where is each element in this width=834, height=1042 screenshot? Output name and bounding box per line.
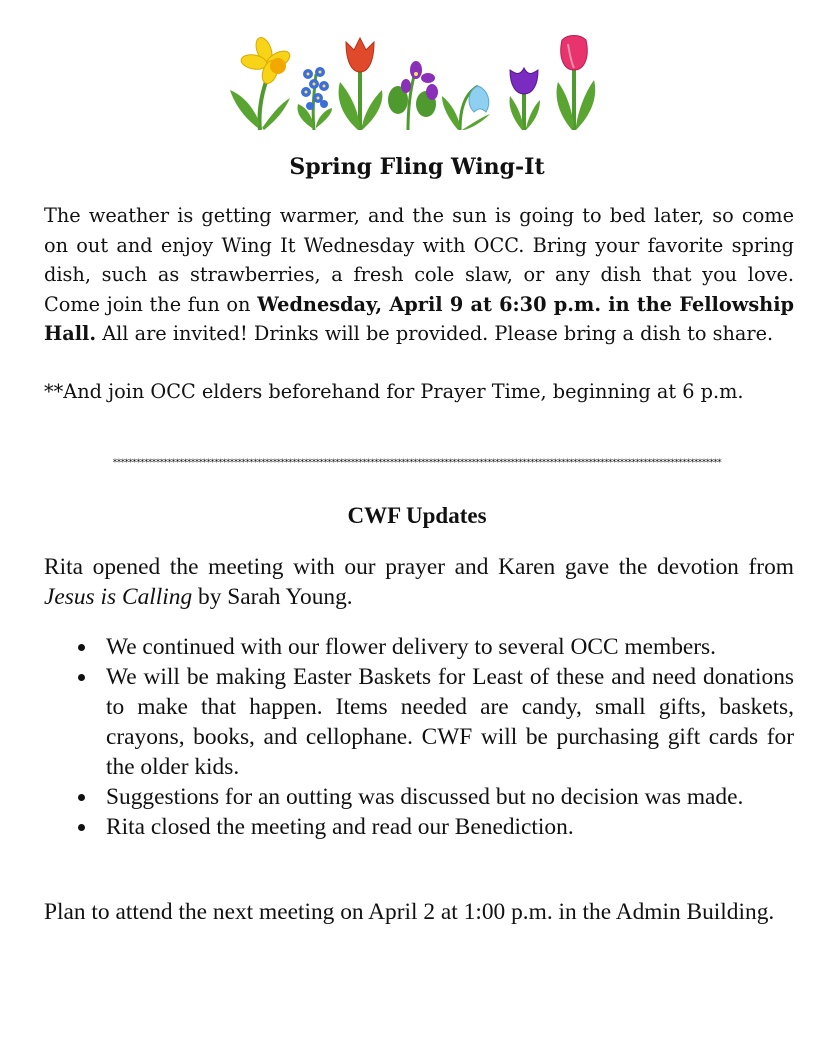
prayer-time-note: **And join OCC elders beforehand for Prayer Time, beginning at 6 p.m.	[44, 380, 744, 403]
list-item-text: Suggestions for an outting was discussed but no decision was made.	[106, 784, 744, 810]
cwf-intro-text-end: by Sarah Young.	[192, 584, 353, 610]
snowdrop-icon	[442, 86, 490, 130]
pink-tulip-icon	[557, 36, 596, 131]
list-item	[44, 782, 794, 812]
crocus-icon	[510, 68, 541, 130]
spring-flowers-icon	[228, 30, 608, 134]
section-divider: ************************************************************************************************************************************************************	[112, 458, 722, 468]
list-item	[44, 812, 794, 842]
list-item-text: We will be making Easter Baskets for Least of these and need donations to make that happen. Items needed are candy, small gifts, baskets, crayons, books, and cellophane. CWF will be purchasing gift cards for the older kids.	[106, 664, 794, 780]
bullet-icon	[78, 794, 85, 801]
spring-fling-text-end: All are invited! Drinks will be provided. Please bring a dish to share.	[96, 322, 774, 346]
red-tulip-icon	[339, 38, 383, 130]
list-item-text: Rita closed the meeting and read our Benediction.	[106, 814, 574, 840]
list-item	[44, 632, 794, 662]
list-item	[44, 662, 794, 782]
bullet-icon	[78, 824, 85, 831]
devotion-book-title: Jesus is Calling	[44, 584, 193, 610]
bullet-icon	[78, 644, 85, 651]
next-meeting-note: Plan to attend the next meeting on April 2 at 1:00 p.m. in the Admin Building.	[44, 899, 775, 925]
violet-icon	[388, 61, 438, 130]
cwf-intro-text: Rita opened the meeting with our prayer and Karen gave the devotion from	[44, 554, 794, 580]
spring-fling-title: Spring Fling Wing-It	[289, 154, 545, 180]
cwf-updates-title: CWF Updates	[347, 503, 487, 528]
bullet-icon	[78, 674, 85, 681]
daffodil-icon	[230, 35, 293, 130]
event-date-location: Wednesday, April 9 at 6:30 p.m. in the Fellowship Hall.	[44, 292, 794, 346]
spring-fling-paragraph	[44, 201, 794, 349]
forget-me-not-icon	[298, 67, 332, 130]
spring-fling-text: The weather is getting warmer, and the sun is going to bed later, so come on out and enjoy Wing It Wednesday with OCC. Bring your favorite spring dish, such as strawberries, a fresh cole slaw, or any dish that you love. Come join the fun on	[44, 204, 794, 316]
cwf-updates-list	[44, 632, 794, 842]
list-item-text: We continued with our flower delivery to several OCC members.	[106, 634, 717, 660]
cwf-intro-paragraph	[44, 552, 794, 612]
